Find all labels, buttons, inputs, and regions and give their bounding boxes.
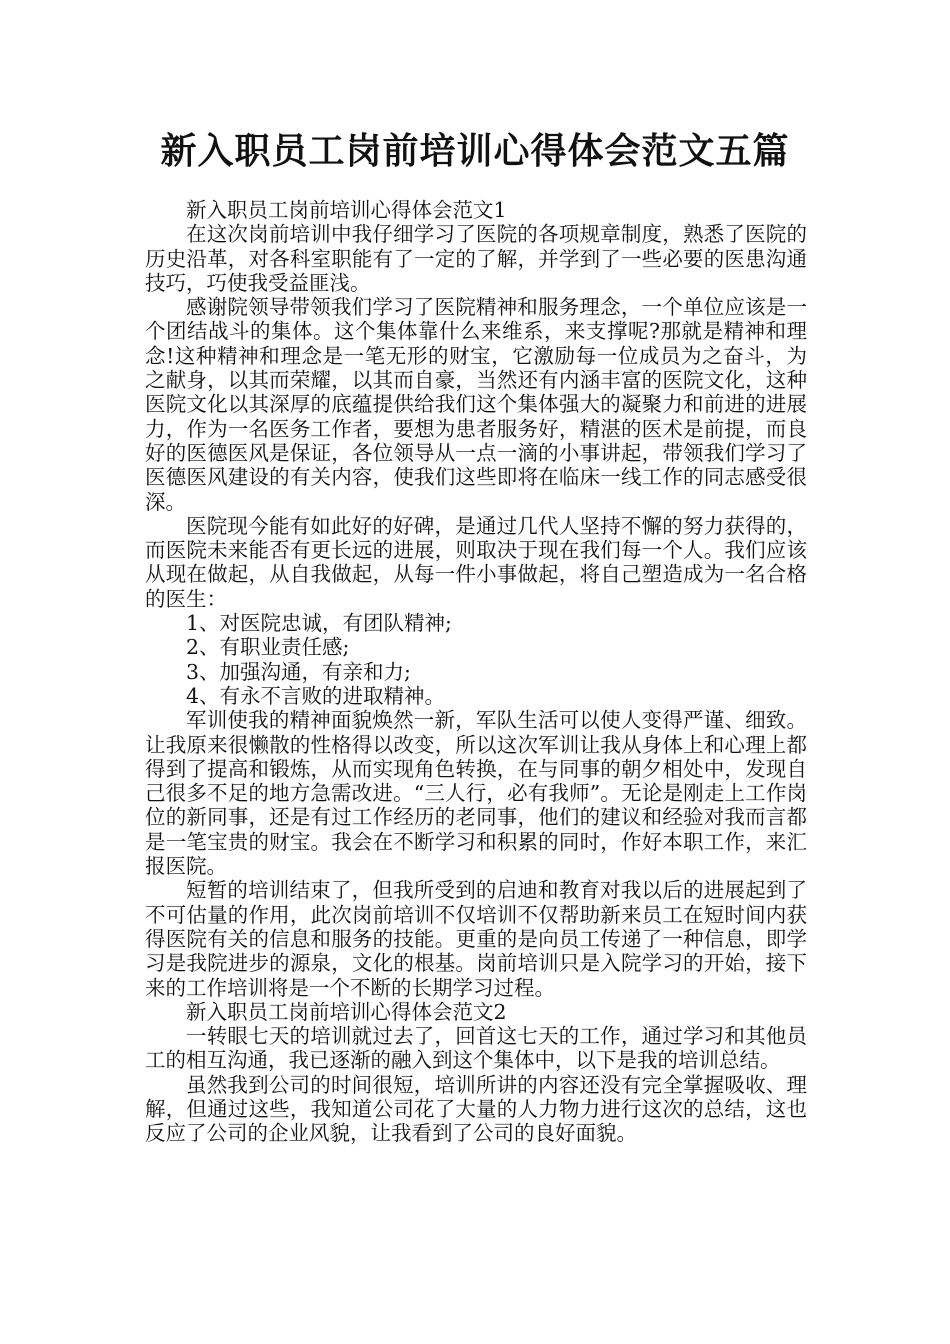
paragraph: 虽然我到公司的时间很短，培训所讲的内容还没有完全掌握吸收、理解，但通过这些，我知道公司花了大量的人力物力进行这次的总结，这也反应了公司的企业风貌，让我看到了公司的良好面貌。: [145, 1072, 807, 1146]
list-item: 4、有永不言败的进取精神。: [186, 683, 446, 708]
section-heading: 新入职员工岗前培训心得体会范文2: [186, 999, 507, 1024]
list-item: 2、有职业责任感;: [186, 635, 350, 660]
list-item: 1、对医院忠诚，有团队精神;: [186, 611, 452, 636]
list-item: 3、加强沟通，有亲和力;: [186, 659, 411, 684]
section-heading: 新入职员工岗前培训心得体会范文1: [186, 198, 507, 222]
paragraph: 一转眼七天的培训就过去了，回首这七天的工作，通过学习和其他员工的相互沟通，我已逐渐的融入到这个集体中，以下是我的培训总结。: [145, 1024, 807, 1073]
paragraph: 医院现今能有如此好的好碑，是通过几代人坚持不懈的努力获得的，而医院未来能否有更长远的进展，则取决于现在我们每一个人。我们应该从现在做起，从自我做起，从每一件小事做起，将自己塑造成为一名合格的医生：: [145, 513, 807, 611]
paragraph: 感谢院领导带领我们学习了医院精神和服务理念，一个单位应该是一个团结战斗的集体。这个集体靠什么来维系，来支撑呢?那就是精神和理念!这种精神和理念是一笔无形的财宝，它激励每一位成员为之奋斗，为之献身，以其而荣耀，以其而自豪，当然还有内涵丰富的医院文化，这种医院文化以其深厚的底蕴提供给我们这个集体强大的凝聚力和前进的进展力，作为一名医务工作者，要想为患者服务好，精湛的医术是前提，而良好的医德医风是保证，各位领导从一点一滴的小事讲起，带领我们学习了医德医风建设的有关内容，使我们这些即将在临床一线工作的同志感受很深。: [145, 295, 807, 514]
paragraph: 军训使我的精神面貌焕然一新，军队生活可以使人变得严谨、细致。让我原来很懒散的性格得以改变，所以这次军训让我从身体上和心理上都得到了提高和锻炼，从而实现角色转换，在与同事的朝夕相处中，发现自己很多不足的地方急需改进。“三人行，必有我师”。无论是刚走上工作岗位的新同事，还是有过工作经历的老同事，他们的建议和经验对我而言都是一笔宝贵的财宝。我会在不断学习和积累的同时，作好本职工作，来汇报医院。: [145, 708, 807, 879]
paragraph: 在这次岗前培训中我仔细学习了医院的各项规章制度，熟悉了医院的历史沿革，对各科室职能有了一定的了解，并学到了一些必要的医患沟通技巧，巧使我受益匪浅。: [145, 222, 807, 295]
document-title: 新入职员工岗前培训心得体会范文五篇: [160, 131, 790, 172]
document-body: [145, 198, 807, 1146]
paragraph: 短暂的培训结束了，但我所受到的启迪和教育对我以后的进展起到了不可估量的作用，此次岗前培训不仅培训不仅帮助新来员工在短时间内获得医院有关的信息和服务的技能。更重的是向员工传递了一种信息，即学习是我院进步的源泉，文化的根基。岗前培训只是入院学习的开始，接下来的工作培训将是一个不断的长期学习过程。: [145, 878, 807, 1000]
